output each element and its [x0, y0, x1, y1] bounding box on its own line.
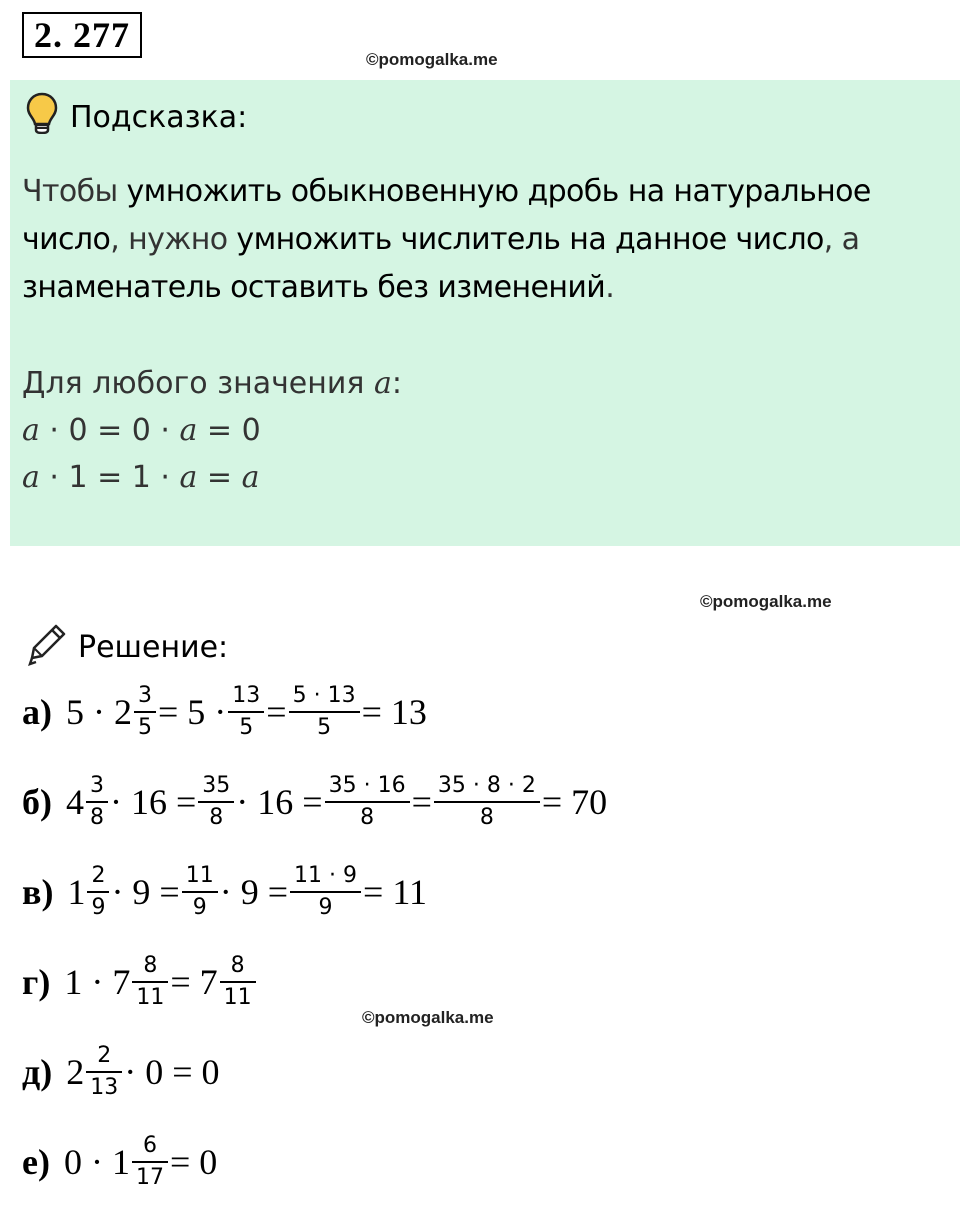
hint-title-text: Подсказка:	[70, 99, 248, 135]
fraction: $\frac{3}{8}$	[88, 774, 106, 830]
hint-math-intro: Для любого значения a:	[22, 366, 402, 401]
task-number: 2. 277	[22, 12, 142, 58]
fraction: $\frac{35 \cdot 8 \cdot 2}{8}$	[436, 774, 538, 830]
fraction: $\frac{8}{11}$	[134, 954, 166, 1010]
solution-title-text: Решение:	[78, 629, 229, 665]
solution-line-b: б) 4 $\frac{3}{8}$ · 16 = $\frac{35}{8}$ · 16 = $\frac{35 \cdot 16}{8}$ = $\frac{35 \cdot 8 \cdot 2}{8}$ = 70	[22, 773, 608, 830]
fraction: $\frac{6}{17}$	[134, 1134, 166, 1190]
fraction: $\frac{2}{9}$	[89, 864, 107, 920]
watermark: ©pomogalka.me	[700, 592, 832, 611]
lightbulb-icon	[26, 92, 70, 142]
solution-title	[24, 620, 228, 674]
fraction: $\frac{35}{8}$	[200, 774, 232, 830]
solution-line-d: д) 2 $\frac{2}{13}$ · 0 = 0	[22, 1043, 220, 1100]
hint-rule-zero: a · 0 = 0 · a = 0	[22, 413, 261, 448]
pencil-icon	[24, 620, 78, 674]
fraction: $\frac{35 \cdot 16}{8}$	[327, 774, 408, 830]
solution-line-g: г) 1 · 7 $\frac{8}{11}$ = 7 $\frac{8}{11}$	[22, 954, 258, 1010]
solution-line-e: е) 0 · 1 $\frac{6}{17}$ = 0	[22, 1133, 218, 1190]
hint-math	[22, 360, 402, 501]
fraction: $\frac{5 \cdot 13}{5}$	[291, 684, 358, 740]
hint-title	[26, 92, 247, 142]
fraction: $\frac{2}{13}$	[88, 1044, 120, 1100]
fraction: $\frac{11}{9}$	[184, 864, 216, 920]
fraction: $\frac{11 \cdot 9}{9}$	[292, 864, 359, 920]
hint-rule-one: a · 1 = 1 · a = a	[22, 460, 260, 495]
solution-line-a: а) 5 · 2 $\frac{3}{5}$ = 5 · $\frac{13}{5}$ = $\frac{5 \cdot 13}{5}$ = 13	[22, 683, 427, 740]
watermark: ©pomogalka.me	[362, 1008, 494, 1027]
fraction: $\frac{8}{11}$	[222, 954, 254, 1010]
solution-line-v: в) 1 $\frac{2}{9}$ · 9 = $\frac{11}{9}$ · 9 = $\frac{11 \cdot 9}{9}$ = 11	[22, 863, 427, 920]
hint-rule-text: Чтобы умножить обыкновенную дробь на натуральное число, нужно умножить числитель на данное число, а знаменатель оставить без изменений.	[22, 174, 871, 305]
fraction: $\frac{3}{5}$	[136, 684, 154, 740]
watermark: ©pomogalka.me	[366, 50, 498, 69]
fraction: $\frac{13}{5}$	[230, 684, 262, 740]
